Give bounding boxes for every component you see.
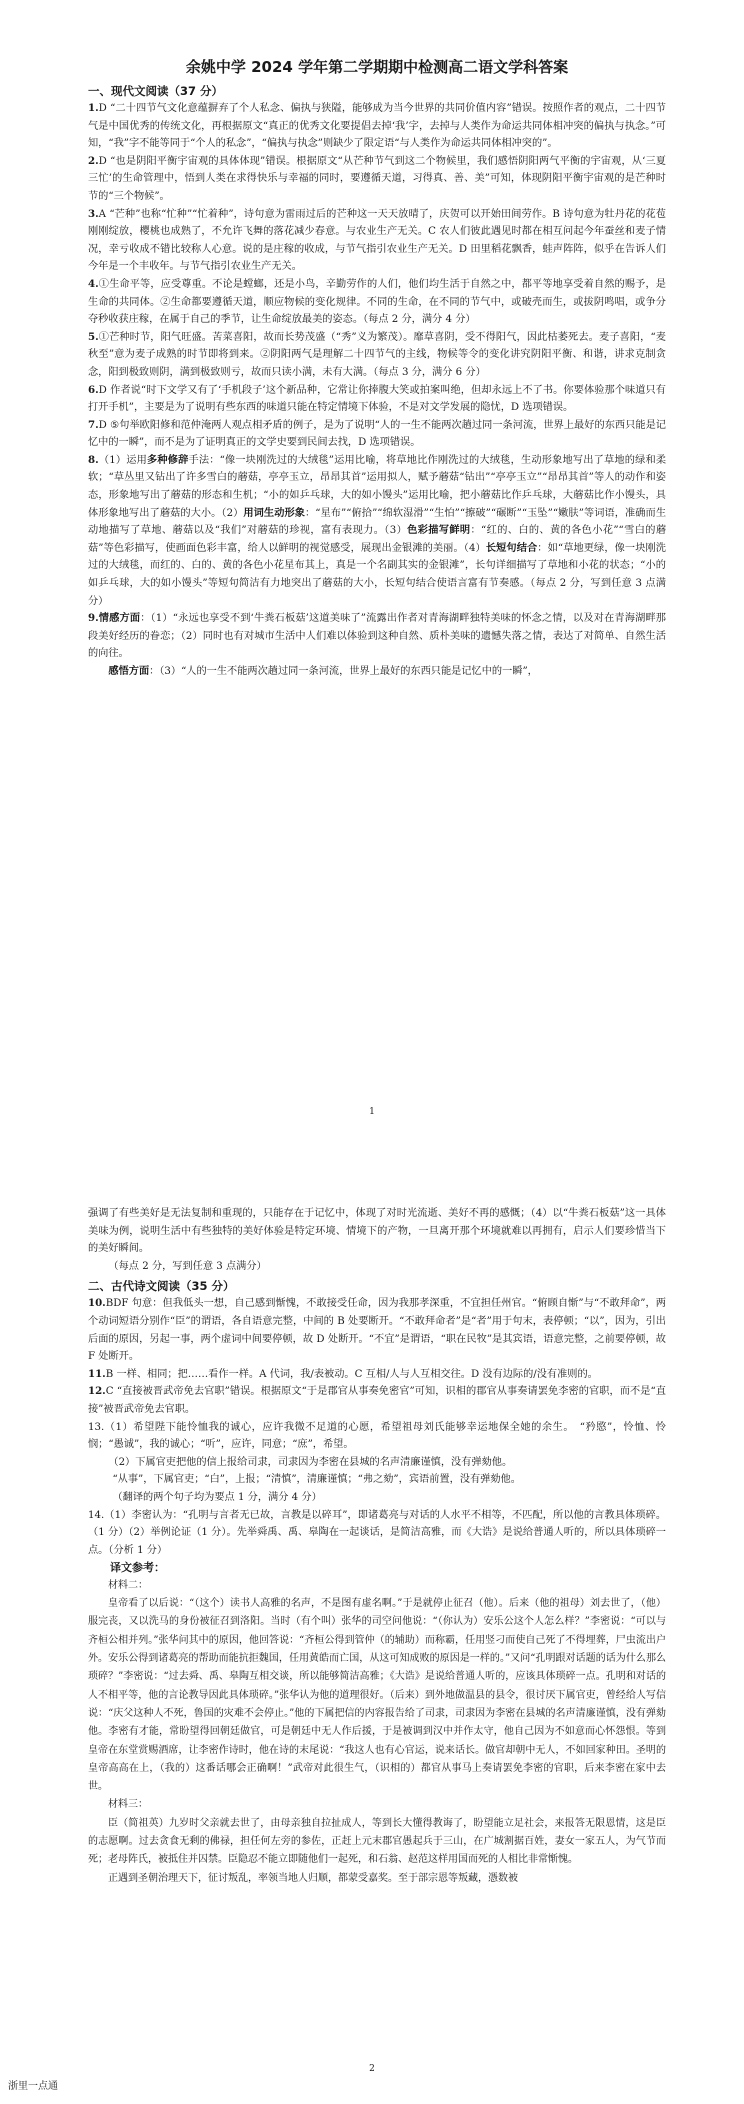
- q8-text-4: ：“红的、白的、黄的各色小花”“雪白的蘑菇”等色彩描写，使画面色彩丰富，给人以鲜明的视觉感受，展现出金银滩的美丽。（4）: [88, 525, 667, 554]
- page-number-1: 1: [369, 1107, 375, 1117]
- q9-key-insight: 感悟方面: [108, 665, 150, 677]
- answer-q3: [88, 206, 666, 276]
- answer-q5: [88, 329, 666, 382]
- q9-number: 9.: [88, 612, 99, 625]
- material-3-translation: 臣（简祖英）九岁时父亲就去世了，由母亲独自拉扯成人，等到长大懂得教诲了，盼望能立足社会，来报答无限恩情，这是臣的志愿啊。过去贪食无剩的佛禄，担任何左旁的参佐，正赶上元末郡官愚起兵于三山，在广城割据百姓，妻女一家五人，为气节而死；老母阵氏，被抵住并囚禁。臣隐忍不能立即随他们一起死，和石翁、赵范这样用国而死的人相比非常惭愧。: [88, 1817, 666, 1866]
- answer-q13-2: （2）下属官吏把他的信上报给司隶，司隶因为李密在县城的名声清廉谨慎，没有弹劾他。: [108, 1456, 513, 1468]
- material-3-label: 材料三：: [108, 1799, 148, 1811]
- q11-text: B 一样、相同；把……看作一样。A 代词，我/表被动。C 互相/人与人互相交往。D 没有边际的/没有准则的。: [105, 1368, 598, 1380]
- q9-continuation: 强调了有些美好是无法复制和重现的，只能存在于记忆中，体现了对时光流逝、美好不再的感慨；（4）以“牛粪石板菇”这一具体美味为例，说明生活中有些独特的美好体验是特定环境、情境下的产物，一旦离开那个环境就难以再拥有，启示人们要珍惜当下的美好瞬间。: [88, 1208, 666, 1255]
- reference-translation-heading: 译文参考：: [110, 1561, 165, 1575]
- q2-text: D “也是阴阳平衡宇宙观的具体体现”错误。根据原文“从芒种节气到这二个物候里，我们感悟阴阳两气平衡的宇宙观，从‘三夏三忙’的生命管理中，悟到人类在求得快乐与幸福的同时，要遵循天道，习得真、善、美”可知，体现阴阳平衡宇宙观的是芒种时节的“三个物候”。: [88, 155, 666, 202]
- q10-number: 10.: [88, 1297, 106, 1310]
- q2-number: 2.: [88, 154, 99, 167]
- answer-page-2: [88, 1205, 666, 1888]
- answer-q1: [88, 100, 666, 153]
- material-2-label: 材料二：: [108, 1579, 148, 1591]
- page-title: 余姚中学 2024 学年第二学期期中检测高二语文学科答案: [185, 58, 569, 76]
- section-heading-modern-reading: 一、现代文阅读（37 分）: [88, 84, 224, 98]
- q8-key-color: 色彩描写鲜明: [407, 524, 471, 537]
- q9-text-1: ：（1）“永远也享受不到‘牛粪石板菇’这道美味了”流露出作者对青海湖畔独特美味的怀念之情，以及对在青海湖畔那段美好经历的眷恋；（2）同时也有对城市生活中人们难以体验到这种自然、质朴美味的遗憾失落之情，表达了对简单、自然生活的向往。: [88, 613, 666, 660]
- answer-q11: [88, 1366, 666, 1384]
- q7-text: D ⑤句举欧阳修和范仲淹两人观点相矛盾的例子，是为了说明“人的一生不能两次趟过同一条河流，世界上最好的东西只能是记忆中的一瞬”，而不是为了证明真正的文学史要到民间去找，D 选项错误。: [88, 419, 666, 449]
- q9-key-emotion: 情感方面: [98, 612, 141, 625]
- q8-key-rhetoric: 多种修辞: [147, 453, 189, 466]
- q7-number: 7.: [88, 418, 99, 431]
- q5-number: 5.: [88, 330, 99, 343]
- answer-q12: [88, 1383, 666, 1418]
- answer-q10: [88, 1295, 666, 1365]
- q6-number: 6.: [88, 383, 99, 396]
- q8-text-3: ：“星布”“俯拾”“绵软湿滑”“生怕”“擦破”“碾断”“玉坠”“嫩肤”等词语，准确而生动地描写了草地、蘑菇以及“我们”对蘑菇的珍视，富有表现力。（3）: [88, 507, 667, 537]
- answer-q6: [88, 382, 666, 417]
- answer-q7: [88, 417, 666, 452]
- q12-text: C “直接被晋武帝免去官职”错误。根据原文“于是郡官从事奏免密官”可知，识相的郡官从事奏请罢免李密的官职，而不是“直接”被晋武帝免去官职。: [88, 1386, 666, 1415]
- q4-text: ①生命平等，应受尊重。不论是螳螂，还是小鸟，辛勤劳作的人们，他们均生活于自然之中，都平等地享受着自然的赐予，是生命的共同体。②生命都要遵循天道，顺应物候的变化规律。不同的生命，在不同的节气中，或破壳而生，或拔阴鸣唱，或争分夺秒收获庄稼，在属于自己的季节，让生命绽放最美的姿态。（每点 2 分，满分 4 分）: [88, 278, 666, 326]
- material-2-translation: 皇帝看了以后说：“（这个）读书人高雅的名声，不是图有虚名啊。”于是就停止征召（他）。后来（他的祖母）刘去世了，（他）服完丧，又以洗马的身份被征召到洛阳。当时（有个叫）张华的司空问他说：“（你认为）安乐公这个人怎么样？”李密说：“可以与齐桓公相并列。”张华问其中的原因，他回答说：“齐桓公得到管仲（的辅助）而称霸，任用竖刁而使自己死了不得埋葬，尸虫流出户外。安乐公得到诸葛亮的帮助而能抗拒魏国，任用黄皓而亡国，从这可知成败的原因是一样的。”又问“孔明跟对话题的话为什么那么琐碎？”李密说：“过去舜、禹、皋陶互相交谈，所以能够简洁高雅；《大诰》是说给普通人听的，应该具体琐碎一点。孔明和对话的人不相平等，他的言论教导因此具体琐碎。”张华认为他的道理很好。（后来）到外地做温县的县令，很讨厌下属官吏，曾经给人写信说：“庆父这种人不死，鲁国的灾难不会停止。”他的下属把信的内容报告给了司隶，司隶因为李密在县城的名声清廉谨慎，没有弹劾他。李密有才能，常盼望得回朝廷做官，可是朝廷中无人作后援，于是被调到汉中并作太守，他自己因为不如意而心怀怨恨。等到皇帝在东堂赏赐酒席，让李密作诗时，他在诗的末尾说：“我这人也有心官运，说来话长。做官却朝中无人，不如回家种田。圣明的皇帝高高在上，（我的）这番话哪会正确啊！”武帝对此很生气，（识相的）都官从事马上奏请罢免李密的官职，后来李密在家中去世。: [88, 1598, 666, 1793]
- answer-page-1: [88, 56, 666, 681]
- answer-q9: [88, 610, 666, 663]
- q8-text-1: （1）运用: [98, 454, 147, 466]
- answer-q9-insight: [88, 663, 666, 681]
- material-3-translation-cont: 正遇到圣朝治理天下，征讨叛乱，率领当地人归顺，都蒙受嘉奖。至于部宗恩等叛藏，憑数被: [108, 1872, 518, 1884]
- answer-q8: [88, 452, 666, 610]
- q9-scoring: （每点 2 分，写到任意 3 点满分）: [108, 1260, 267, 1272]
- q3-text: A “芒种”也称“忙种”“忙着种”，诗句意为雷雨过后的芒种这一天天放晴了，庆贺可以开始田间劳作。B 诗句意为牡丹花的花苞刚刚绽放，樱桃也成熟了，不允许飞舞的落花减少春意。与农业生产无关。C 农人们彼此遇见时都在相互问起今年蚕丝和麦子情况，幸亏收成不错比较称人心意。说的是庄稼的收成，与节气指引农业生产无关。D 田里稻花飘香，蛙声阵阵，似乎在告诉人们今年是一个丰收年。与节气指引农业生产无关。: [88, 208, 666, 273]
- answer-q2: [88, 153, 666, 206]
- q12-number: 12.: [88, 1385, 106, 1398]
- q10-text: BDF 句意：但我低头一想，自己感到惭愧，不敢接受任命，因为我那孝深重，不宜担任州官。“俯顾自惭”与“不敢拜命”，两个动词短语分别作“臣”的谓语，各自语意完整，中间的 B 处要断开。“不敢拜命者”是“者”用于句末，表停顿；“以”，因为，引出后面的原因，另起一事，两个虚词中间要停顿，故 D 处断开。“不宜”是谓语，“职在民牧”是其宾语，语意完整，之前要停顿，故 F 处断开。: [88, 1298, 666, 1363]
- answer-q14: 14.（1）李密认为：“孔明与言者无已故，言教是以碎耳”，即诸葛亮与对话的人水平不相等，不匹配，所以他的言教具体琐碎。（1 分）（2）举例论证（1 分）。先举舜禹、禹、皋陶在一起谈话，是简洁高雅，而《大诰》是说给普通人听的，所以具体琐碎一点。（分析 1 分）: [88, 1509, 666, 1556]
- q6-text: D 作者说“时下文学又有了‘手机段子’这个新品种，它常让你捧腹大笑或拍案叫绝，但却永远上不了书。你要体验那个味道只有打开手机”，主要是为了说明有些东西的味道只能在特定情境下体验，不是对文学发展的隐忧，D 选项错误。: [88, 384, 666, 414]
- page-number-2: 2: [369, 2064, 375, 2074]
- q1-text: D “二十四节气文化意蕴摒弃了个人私念、偏执与狭隘，能够成为当今世界的共同价值内容”错误。按照作者的观点，二十四节气是中国优秀的传统文化，再根据原文“真正的优秀文化要提倡去掉‘我’字，去掉与人类作为命运共同体相冲突的偏执与执念。”可知，“我”字不能等同于“个人的私念”，“偏执与执念”则缺少了限定语“与人类作为命运共同体相冲突的”。: [88, 103, 666, 150]
- q1-number: 1.: [88, 102, 99, 114]
- answer-q13-3: “从事”，下属官吏；“白”，上报；“清慎”，清廉谨慎；“弗之劾”，宾语前置，没有弹劾他。: [112, 1474, 521, 1486]
- q8-text-2: 手法：“像一块刚洗过的大绒毯”运用比喻，将草地比作刚洗过的大绒毯，生动形象地写出了草地的绿和柔软；“草丛里又钻出了许多雪白的蘑菇，亭亭玉立，昂昂其首”运用拟人，赋予蘑菇“钻出”“亭亭玉立”“昂昂其首”等人的动作和姿态，形象地写出了蘑菇的形态和生机；“小的如乒乓球，大的如小馒头”运用比喻，把小蘑菇比作乒乓球，大蘑菇比作小馒头，具体形象地写出了蘑菇的大小。（2）: [88, 454, 667, 519]
- section-heading-classical-reading: 二、古代诗文阅读（35 分）: [88, 1279, 235, 1294]
- answer-q13-1: 13.（1）希望陛下能怜恤我的诚心，应许我微不足道的心愿，希望祖母刘氏能够幸运地保全她的余生。 “矜愍”，怜恤、怜悯；“愚诚”，我的诚心；“听”，应许，同意；“庶”，希望。: [88, 1421, 666, 1451]
- q8-key-wording: 用词生动形象: [243, 506, 305, 519]
- q3-number: 3.: [88, 207, 99, 220]
- answer-q13-4: （翻译的两个句子均为要点 1 分，满分 4 分）: [112, 1491, 322, 1503]
- q11-number: 11.: [88, 1367, 106, 1380]
- footer-watermark: 浙里一点通: [8, 2081, 58, 2092]
- q9-text-2: ：（3）“人的一生不能两次趟过同一条河流，世界上最好的东西只能是记忆中的一瞬”，: [149, 666, 538, 677]
- q5-text: ①芒种时节，阳气旺盛。苦菜喜阳，故而长势茂盛（“秀”义为繁茂）。靡草喜阴，受不得阳气，因此枯萎死去。麦子喜阳，“麦秋至”意为麦子成熟的时节即将到来。②阴阳两气是理解二十四节气的主线，物候等令的变化讲究阴阳平衡、和谐，讲求克制贪念，阳到极致则阴，满到极致则亏，故而只读小满，未有大满。（每点 3 分，满分 6 分）: [88, 331, 666, 378]
- q4-number: 4.: [88, 277, 99, 290]
- q8-key-sentence: 长短句结合: [485, 541, 538, 554]
- q8-number: 8.: [88, 453, 99, 466]
- q8-text-5: ：如“草地更绿，像一块刚洗过的大绒毯，而红的、白的、黄的各色小花星布其上，真是一个名副其实的金银滩”，长句详细描写了草地和小花的状态；“小的如乒乓球，大的如小馒头”等短句简洁有力地突出了蘑菇的大小，长短句结合使语言富有节奏感。（每点 2 分，写到任意 3 点满分）: [88, 542, 666, 607]
- answer-q4: [88, 276, 666, 329]
